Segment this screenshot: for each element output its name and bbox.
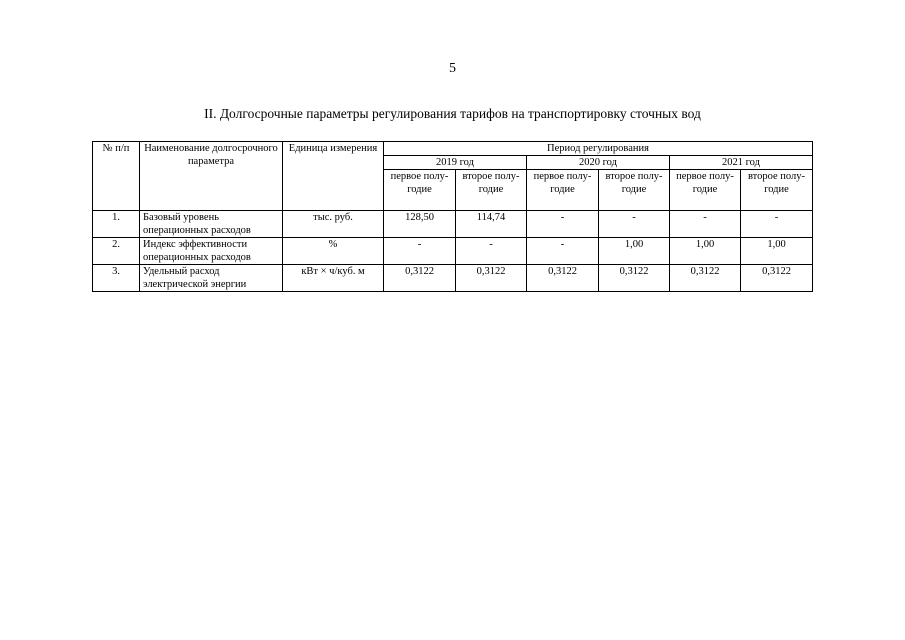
value-cell: - xyxy=(456,238,527,265)
header-year-2019: 2019 год xyxy=(384,156,527,170)
header-half-2019-first: первое полу-годие xyxy=(384,170,456,211)
value-cell: - xyxy=(741,211,813,238)
header-period: Период регулирования xyxy=(384,142,813,156)
table-row xyxy=(93,211,813,238)
value-cell: 0,3122 xyxy=(670,265,741,292)
header-half-2021-second: второе полу-годие xyxy=(741,170,813,211)
value-cell: 128,50 xyxy=(384,211,456,238)
value-cell: 1,00 xyxy=(670,238,741,265)
unit-cell: тыс. руб. xyxy=(283,211,384,238)
table-row xyxy=(93,238,813,265)
value-cell: - xyxy=(527,238,599,265)
value-cell: 0,3122 xyxy=(456,265,527,292)
value-cell: 114,74 xyxy=(456,211,527,238)
unit-cell: кВт × ч/куб. м xyxy=(283,265,384,292)
value-cell: 0,3122 xyxy=(741,265,813,292)
row-number: 3. xyxy=(93,265,140,292)
header-year-2021: 2021 год xyxy=(670,156,813,170)
header-year-2020: 2020 год xyxy=(527,156,670,170)
long-term-parameters-table xyxy=(92,141,813,292)
row-number: 2. xyxy=(93,238,140,265)
value-cell: 0,3122 xyxy=(599,265,670,292)
parameter-name: Удельный расход электрической энергии xyxy=(140,265,283,292)
value-cell: - xyxy=(527,211,599,238)
header-half-2021-first: первое полу-годие xyxy=(670,170,741,211)
header-half-2020-second: второе полу-годие xyxy=(599,170,670,211)
unit-cell: % xyxy=(283,238,384,265)
value-cell: 0,3122 xyxy=(384,265,456,292)
parameter-name: Индекс эффективности операционных расходов xyxy=(140,238,283,265)
value-cell: 1,00 xyxy=(599,238,670,265)
parameter-name: Базовый уровень операционных расходов xyxy=(140,211,283,238)
value-cell: 1,00 xyxy=(741,238,813,265)
section-title: II. Долгосрочные параметры регулирования тарифов на транспортировку сточных вод xyxy=(204,106,701,121)
value-cell: - xyxy=(670,211,741,238)
header-parameter-name: Наименование долгосрочного параметра xyxy=(140,142,283,211)
header-half-2020-first: первое полу-годие xyxy=(527,170,599,211)
table-row xyxy=(93,265,813,292)
value-cell: - xyxy=(599,211,670,238)
row-number: 1. xyxy=(93,211,140,238)
header-unit: Единица измерения xyxy=(283,142,384,211)
value-cell: 0,3122 xyxy=(527,265,599,292)
value-cell: - xyxy=(384,238,456,265)
header-half-2019-second: второе полу-годие xyxy=(456,170,527,211)
page-number: 5 xyxy=(449,61,456,76)
header-num: № п/п xyxy=(93,142,140,211)
